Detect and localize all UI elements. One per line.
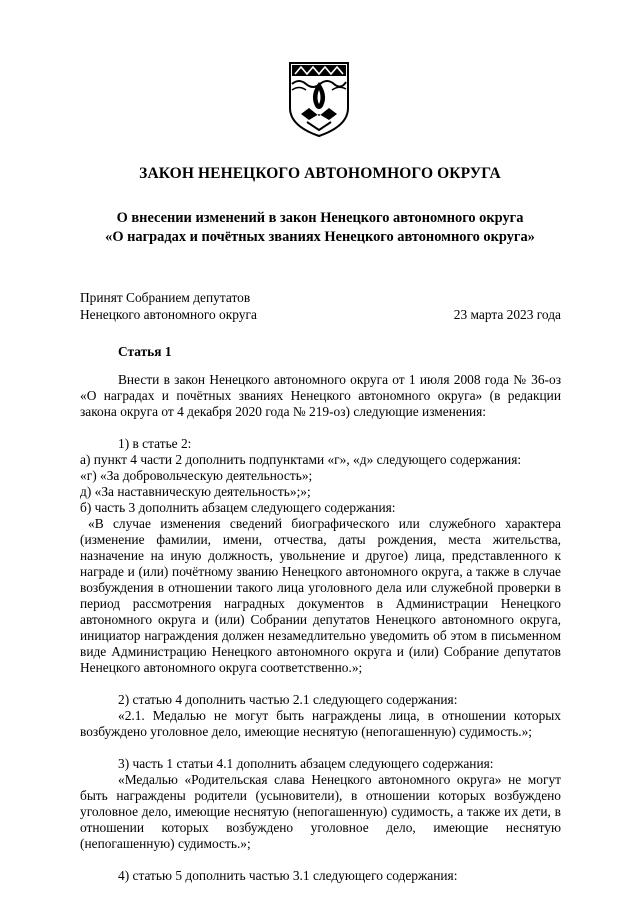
article-heading: Статья 1 <box>118 344 172 359</box>
item-1: 1) в статье 2: <box>118 436 192 451</box>
subject-line-1: О внесении изменений в закон Ненецкого автономного округа <box>116 210 524 226</box>
item-1a: а) пункт 4 части 2 дополнить подпунктами «г», «д» следующего содержания: <box>80 452 522 467</box>
adoption-date: 23 марта 2023 года <box>453 307 561 322</box>
item-3: 3) часть 1 статьи 4.1 дополнить абзацем следующего содержания: <box>118 756 494 771</box>
item-1d: д) «За наставническую деятельность»;»; <box>80 484 311 499</box>
adoption-line-1: Принят Собранием депутатов <box>80 290 251 305</box>
item-4: 4) статью 5 дополнить частью 3.1 следующего содержания: <box>118 868 458 883</box>
law-subject <box>0 209 640 247</box>
article-body <box>80 372 561 884</box>
law-title: ЗАКОН НЕНЕЦКОГО АВТОНОМНОГО ОКРУГА <box>139 165 501 182</box>
article-intro: Внести в закон Ненецкого автономного округа от 1 июля 2008 года № 36-оз «О наградах и почётных званиях Ненецкого автономного округа» (в редакции закона округа от 4 декабря 2020 года № 219-оз) следующие изменения: <box>80 372 561 419</box>
item-1-quote: «В случае изменения сведений биографического или служебного характера (изменение фамилии, имени, отчества, даты рождения, места жительства, назначение на иную должность, увольнение и другое) лица, представленного к награде и (или) почётному званию Ненецкого автономного округа, а также в случае возбуждения в отношении такого лица уголовного дела или служебной проверки в период рассмотрения наградных документов в Администрации Ненецкого автономного округа и (или) Собрании депутатов Ненецкого автономного округа, инициатор награждения должен незамедлительно уведомить об этом в письменном виде Администрацию Ненецкого автономного округа и (или) Собрание депутатов Ненецкого автономного округа соответственно.»; <box>80 516 561 675</box>
item-1b: б) часть 3 дополнить абзацем следующего содержания: <box>80 500 396 515</box>
item-2-quote: «2.1. Медалью не могут быть награждены лица, в отношении которых возбуждено уголовное дело, имеющие неснятую (непогашенную) судимость.»; <box>80 708 561 739</box>
subject-line-2: «О наградах и почётных званиях Ненецкого автономного округа» <box>105 229 535 245</box>
item-3-quote: «Медалью «Родительская слава Ненецкого автономного округа» не могут быть награждены родители (усыновители), в отношении которых возбуждено уголовное дело, имеющие неснятую (непогашенную) судимость, а также их дети, в отношении которых возбуждено уголовное дело, имеющие неснятую (непогашенную) судимость.»; <box>80 772 561 851</box>
coat-of-arms-icon <box>287 60 351 138</box>
adoption-body <box>80 289 257 323</box>
adoption-line-2: Ненецкого автономного округа <box>80 307 257 322</box>
item-2: 2) статью 4 дополнить частью 2.1 следующего содержания: <box>118 692 458 707</box>
item-1g: «г) «За добровольческую деятельность»; <box>80 468 313 483</box>
